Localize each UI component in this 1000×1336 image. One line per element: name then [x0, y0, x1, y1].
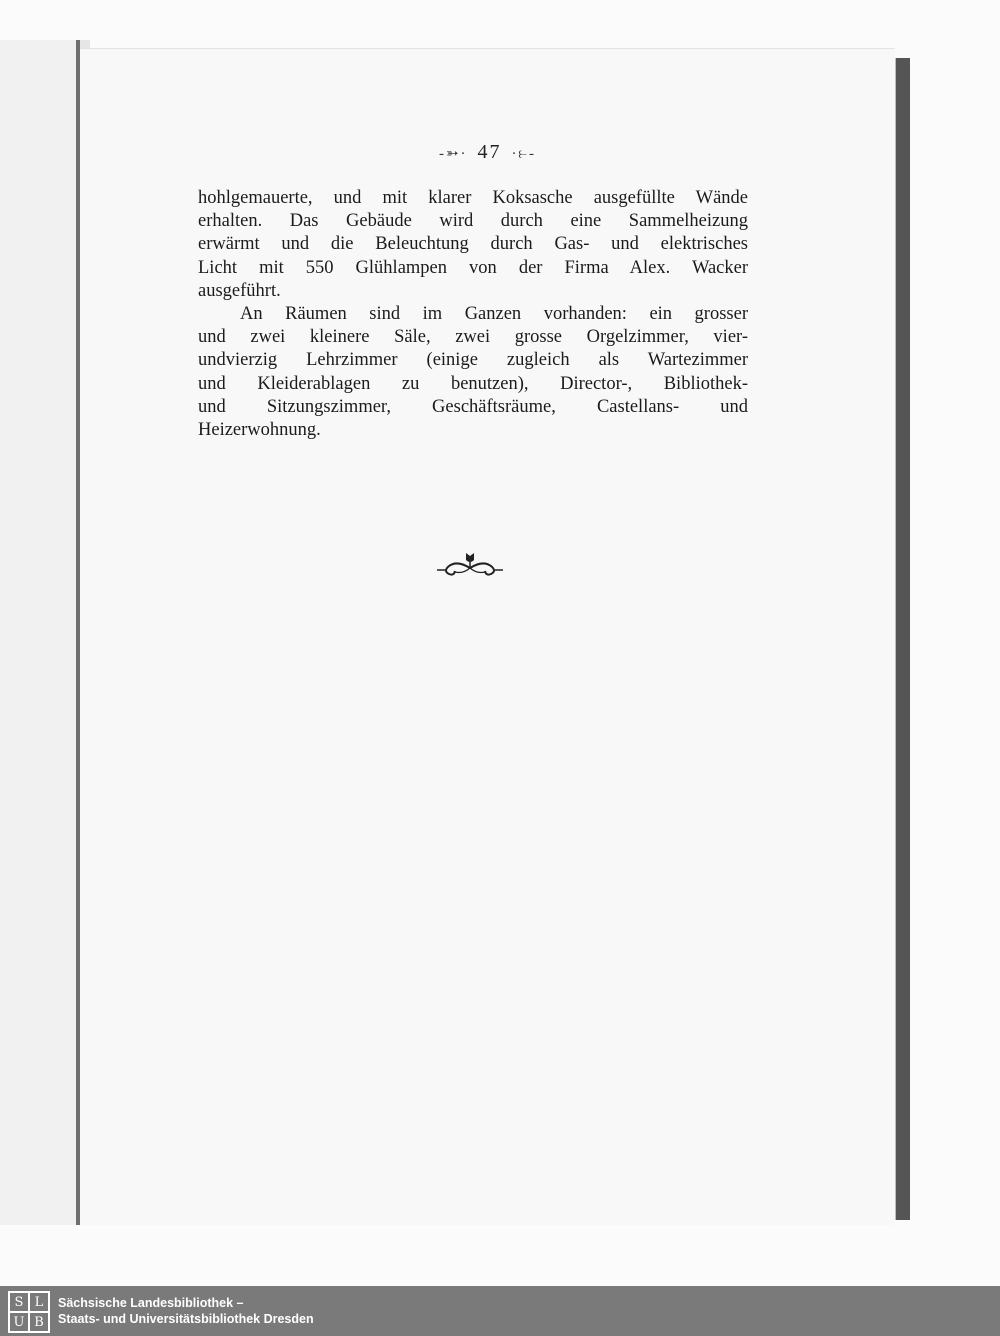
book-edge: [896, 58, 910, 1220]
logo-letter: B: [29, 1312, 49, 1332]
text-line: hohlgemauerte, und mit klarer Koksasche ausgefüllte Wände: [198, 188, 748, 208]
body-text: [198, 187, 748, 442]
text-line: und Sitzungszimmer, Geschäftsräume, Castellans- und: [198, 396, 748, 417]
text-line: und Kleiderablagen zu benutzen), Director-, Bibliothek-: [198, 373, 748, 394]
logo-letter: U: [9, 1312, 29, 1332]
text-line: und zwei kleinere Säle, zwei grosse Orgelzimmer, vier-: [198, 327, 748, 348]
text-line: An Räumen sind im Ganzen vorhanden: ein grosser: [240, 304, 748, 325]
library-footer: [0, 1286, 1000, 1336]
text-line: erhalten. Das Gebäude wird durch eine Sammelheizung: [198, 211, 748, 232]
text-line: Licht mit 550 Glühlampen von der Firma Alex. Wacker: [198, 257, 748, 278]
ornament-right: ·⥼-: [511, 146, 536, 162]
slub-logo: [8, 1291, 50, 1333]
text-line: ausgeführt.: [198, 280, 281, 301]
footer-institution-text: [58, 1295, 314, 1327]
book-page: [80, 48, 895, 1225]
text-line: Heizerwohnung.: [198, 420, 321, 441]
text-line: undvierzig Lehrzimmer (einige zugleich als Wartezimmer: [198, 350, 748, 371]
tulip-vignette-icon: [435, 552, 505, 580]
ornament-left: -➳·: [438, 146, 468, 162]
logo-letter: S: [9, 1292, 29, 1312]
left-page-margin: [0, 40, 80, 1225]
logo-letter: L: [29, 1292, 49, 1312]
text-line: erwärmt und die Beleuchtung durch Gas- und elektrisches: [198, 234, 748, 255]
page-number: 47: [477, 141, 502, 163]
footer-line-1: Sächsische Landesbibliothek –: [58, 1296, 244, 1310]
page-number-header: [80, 141, 895, 164]
footer-line-2: Staats- und Universitätsbibliothek Dresden: [58, 1312, 314, 1326]
